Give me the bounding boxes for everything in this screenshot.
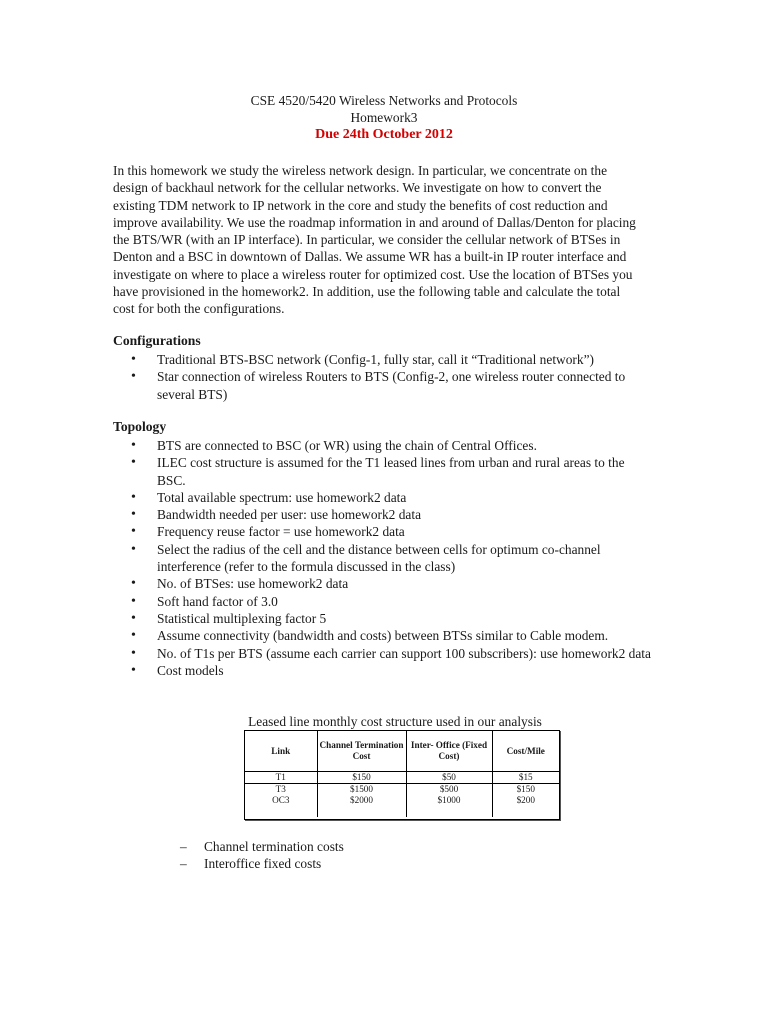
list-item: • Soft hand factor of 3.0 (113, 593, 653, 610)
list-item: • No. of T1s per BTS (assume each carrier can support 100 subscribers): use homework2 data (113, 645, 653, 662)
table-cell: $50 (406, 772, 492, 784)
table-cell: $2000 (317, 795, 406, 806)
cost-table (244, 730, 560, 820)
table-cell: $1000 (406, 795, 492, 806)
table-cell: T3 (245, 784, 317, 796)
list-item: • ILEC cost structure is assumed for the T1 leased lines from urban and rural areas to the BSC. (113, 454, 653, 489)
list-item: • Traditional BTS-BSC network (Config-1, fully star, call it “Traditional network”) (113, 351, 653, 368)
table-cell: $1500 (317, 784, 406, 796)
table-cell: $200 (516, 795, 535, 805)
table-cell: $150 (317, 772, 406, 784)
list-item: • BTS are connected to BSC (or WR) using the chain of Central Offices. (113, 437, 653, 454)
topology-heading: Topology (113, 419, 167, 434)
list-item: • Star connection of wireless Routers to BTS (Config-2, one wireless router connected to several BTS) (113, 368, 653, 403)
list-item: – Interoffice fixed costs (180, 855, 344, 872)
list-item: • Bandwidth needed per user: use homework2 data (113, 506, 653, 523)
table-row (245, 795, 559, 806)
list-item: • Total available spectrum: use homework2 data (113, 489, 653, 506)
list-item: – Channel termination costs (180, 838, 344, 855)
table-cell: $15 (492, 772, 559, 784)
list-item: • Cost models (113, 662, 653, 679)
course-title: CSE 4520/5420 Wireless Networks and Protocols (250, 93, 518, 108)
table-cell: $500 (406, 784, 492, 796)
table-cell: $150 (516, 784, 535, 794)
table-header-cell: Channel Termination Cost (317, 731, 406, 772)
cost-components-list (180, 838, 344, 873)
table-filler-row (245, 806, 559, 817)
document-header (0, 92, 768, 143)
assignment-title: Homework3 (350, 110, 418, 125)
list-item: • Assume connectivity (bandwidth and costs) between BTSs similar to Cable modem. (113, 627, 653, 644)
table-header-cell: Cost/Mile (492, 731, 559, 772)
table-cell: OC3 (245, 795, 317, 806)
table-header-cell: Link (245, 731, 317, 772)
topology-list (113, 437, 653, 679)
table-row (245, 772, 559, 784)
table-caption: Leased line monthly cost structure used in our analysis (248, 714, 542, 729)
table-header-cell: Inter- Office (Fixed Cost) (406, 731, 492, 772)
intro-paragraph (113, 162, 643, 318)
configurations-list (113, 351, 653, 403)
intro-text: In this homework we study the wireless network design. In particular, we concentrate on the design of backhaul network for the cellular networks. We investigate on how to convert the existing TDM network to IP network in the core and study the benefits of cost reduction and improve availability. We use the roadmap information in and around of Dallas/Denton for placing the BTS/WR (with an IP interface). In particular, we consider the cellular network of BTSes in Denton and a BSC in downtown of Dallas. We assume WR has a built-in IP router interface and investigate on where to place a wireless router for optimized cost. Use the location of BTSes you have provisioned in the homework2. In addition, use the following table and calculate the total cost for both the configurations. (113, 163, 636, 317)
list-item: • No. of BTSes: use homework2 data (113, 575, 653, 592)
list-item: • Frequency reuse factor = use homework2 data (113, 523, 653, 540)
table-cell: T1 (245, 772, 317, 784)
table-header-row (245, 731, 559, 772)
configurations-heading: Configurations (113, 333, 201, 348)
table-row (245, 784, 559, 796)
list-item: • Statistical multiplexing factor 5 (113, 610, 653, 627)
list-item: • Select the radius of the cell and the distance between cells for optimum co-channel interference (refer to the formula discussed in the class) (113, 541, 653, 576)
due-date: Due 24th October 2012 (315, 127, 453, 142)
